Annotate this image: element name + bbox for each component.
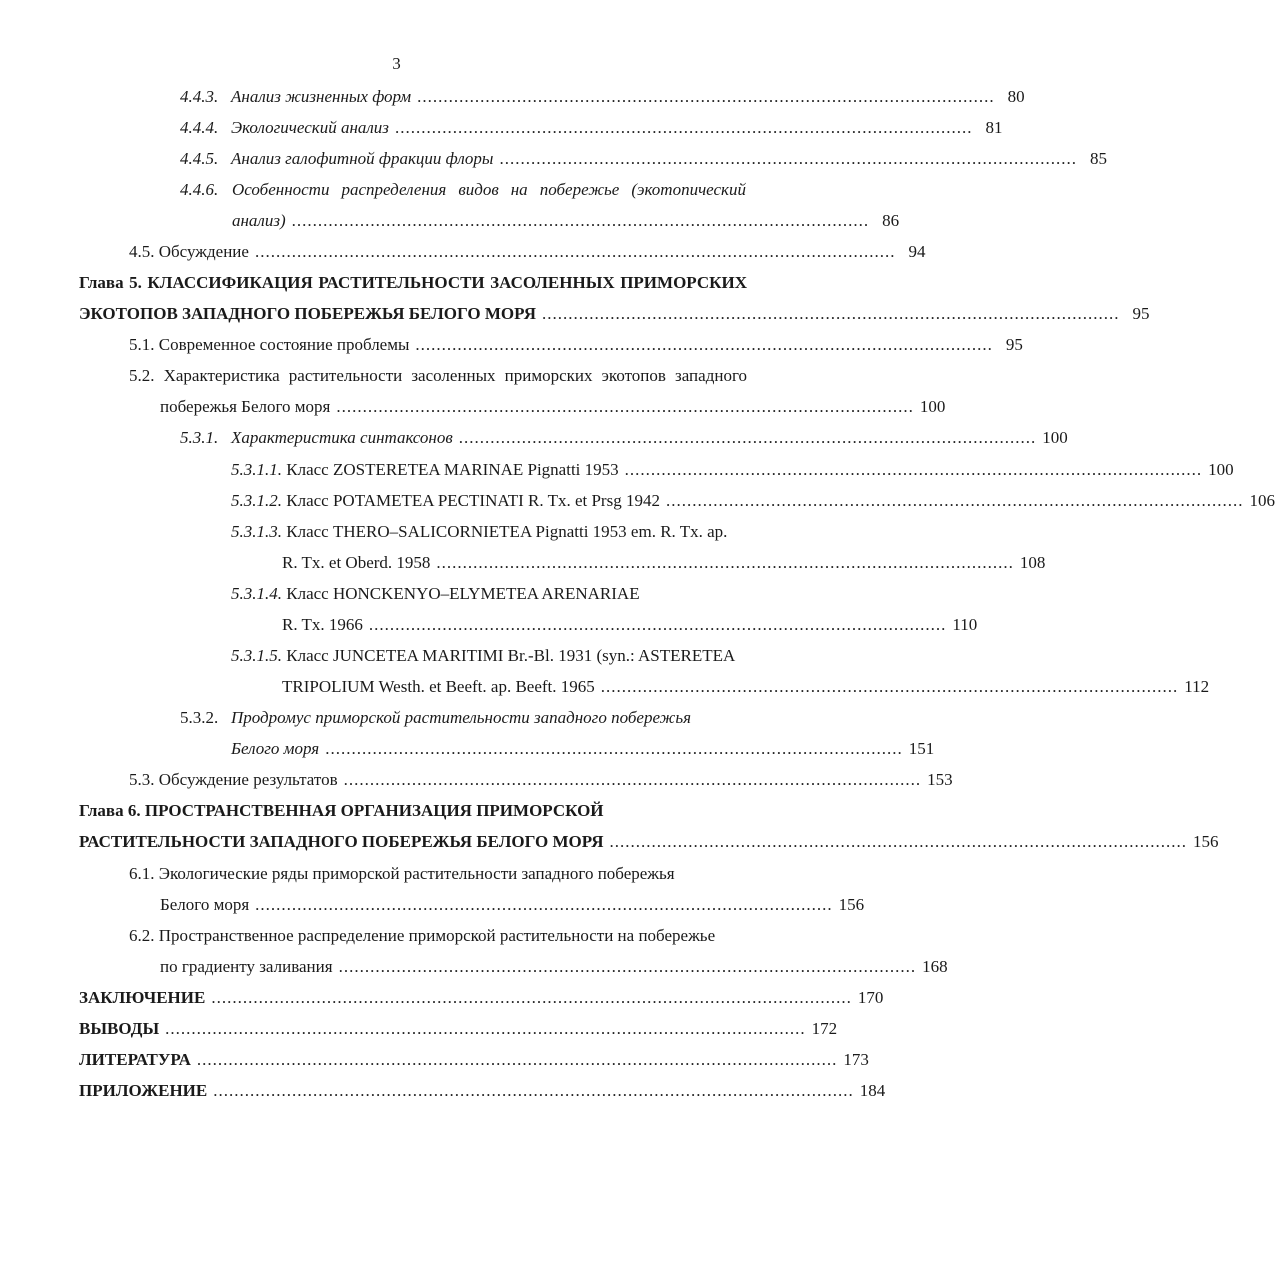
leader-dots: .......................................................................................................................... — [165, 1019, 806, 1038]
page-ref: 81 — [985, 118, 1003, 137]
leader-dots: .............................................................................................................. — [665, 491, 1244, 510]
leader-dots: .............................................................................................................. — [255, 895, 833, 914]
page-ref: 172 — [811, 1019, 838, 1038]
page-ref: 151 — [908, 739, 935, 758]
page-ref: 153 — [927, 770, 953, 789]
leader-dots: .......................................................................................................................... — [211, 988, 852, 1007]
toc-entry-4-5: 4.5. Обсуждение .......................................................................................................................... 94 — [129, 242, 926, 261]
toc-entry-5-3-2-line1: 5.3.2. Продромус приморской растительности западного побережья — [180, 708, 692, 727]
toc-entry-5-3-1-4: R. Tx. 1966 .............................................................................................................. 110 — [282, 615, 978, 634]
leader-dots: .............................................................................................................. — [624, 460, 1203, 479]
page-ref: 100 — [1042, 428, 1068, 447]
toc-chapter-5-line1: Глава 5. КЛАССИФИКАЦИЯ РАСТИТЕЛЬНОСТИ ЗАСОЛЕННЫХ ПРИМОРСКИХ — [79, 273, 747, 292]
toc-entry-4-4-6: анализ) .............................................................................................................. 86 — [232, 211, 900, 230]
page-ref: 100 — [1208, 460, 1234, 479]
toc-entry-6-2-line1: 6.2. Пространственное распределение приморской растительности на побережье — [129, 926, 716, 945]
toc-entry-5-3-1-4-line1: 5.3.1.4. Класс HONCKENYO–ELYMETEA ARENARIAE — [231, 584, 640, 603]
leader-dots: .......................................................................................................................... — [254, 242, 896, 261]
leader-dots: .............................................................................................................. — [415, 335, 993, 354]
page-ref: 106 — [1249, 491, 1275, 510]
leader-dots: .............................................................................................................. — [609, 832, 1188, 851]
page-ref: 156 — [838, 895, 865, 914]
toc-entry-4-4-4: 4.4.4. Экологический анализ .............................................................................................................. 81 — [180, 118, 1003, 137]
toc-entry-5-3-1: 5.3.1. Характеристика синтаксонов .............................................................................................................. 100 — [180, 428, 1068, 447]
page-ref: 108 — [1019, 553, 1046, 572]
page-ref: 80 — [1007, 87, 1025, 106]
page-ref: 86 — [882, 211, 900, 230]
toc-entry-5-2-line1: 5.2. Характеристика растительности засоленных приморских экотопов западного — [129, 366, 747, 385]
toc-entry-5-3-1-3: R. Tx. et Oberd. 1958 .............................................................................................................. 108 — [282, 553, 1046, 572]
page-ref: 112 — [1184, 677, 1210, 696]
leader-dots: .............................................................................................................. — [338, 957, 917, 976]
leader-dots: .............................................................................................................. — [600, 677, 1179, 696]
leader-dots: .......................................................................................................................... — [213, 1081, 854, 1100]
leader-dots: .............................................................................................................. — [291, 211, 870, 230]
toc-entry-5-2: побережья Белого моря .............................................................................................................. 100 — [160, 397, 946, 416]
page-ref: 95 — [1132, 304, 1150, 323]
toc-findings: ВЫВОДЫ .......................................................................................................................... 172 — [79, 1019, 838, 1038]
toc-entry-5-3-1-3-line1: 5.3.1.3. Класс THERO–SALICORNIETEA Pignatti 1953 em. R. Tx. ap. — [231, 522, 728, 541]
page-ref: 94 — [908, 242, 926, 261]
page-ref: 173 — [843, 1050, 869, 1069]
toc-literature: ЛИТЕРАТУРА .......................................................................................................................... 173 — [79, 1050, 869, 1069]
toc-entry-5-3-1-1: 5.3.1.1. Класс ZOSTERETEA MARINAE Pignatti 1953 .............................................................................................................. 100 — [231, 460, 1234, 479]
toc-entry-4-4-3: 4.4.3. Анализ жизненных форм .............................................................................................................. 80 — [180, 87, 1025, 106]
leader-dots: .............................................................................................................. — [417, 87, 995, 106]
toc-entry-4-4-5: 4.4.5. Анализ галофитной фракции флоры .............................................................................................................. 85 — [180, 149, 1107, 168]
toc-conclusion: ЗАКЛЮЧЕНИЕ .......................................................................................................................... 170 — [79, 988, 884, 1007]
leader-dots: .......................................................................................................................... — [196, 1050, 838, 1069]
toc-entry-5-3-2: Белого моря .............................................................................................................. 151 — [231, 739, 935, 758]
toc-entry-5-3-1-5-line1: 5.3.1.5. Класс JUNCETEA MARITIMI Br.-Bl. 1931 (syn.: ASTERETEA — [231, 646, 736, 665]
toc-entry-5-3-1-5: TRIPOLIUM Westh. et Beeft. ap. Beeft. 1965 .............................................................................................................. 112 — [282, 677, 1210, 696]
toc-entry-4-4-6-line1: Особенности распределения видов на побережье (экотопический — [232, 180, 746, 199]
page-ref: 100 — [919, 397, 946, 416]
toc-chapter-6: РАСТИТЕЛЬНОСТИ ЗАПАДНОГО ПОБЕРЕЖЬЯ БЕЛОГО МОРЯ .............................................................................................................. 156 — [79, 832, 1219, 851]
toc-entry-5-1: 5.1. Современное состояние проблемы .............................................................................................................. 95 — [129, 335, 1023, 354]
leader-dots: .............................................................................................................. — [343, 770, 922, 789]
toc-entry-6-1-line1: 6.1. Экологические ряды приморской растительности западного побережья — [129, 864, 675, 883]
toc-chapter-6-line1: Глава 6. ПРОСТРАНСТВЕННАЯ ОРГАНИЗАЦИЯ ПРИМОРСКОЙ — [79, 801, 604, 820]
leader-dots: .............................................................................................................. — [325, 739, 903, 758]
toc-entry-6-2: по градиенту заливания .............................................................................................................. 168 — [160, 957, 948, 976]
leader-dots: .............................................................................................................. — [394, 118, 973, 137]
leader-dots: .............................................................................................................. — [368, 615, 947, 634]
page-number: 3 — [392, 54, 401, 73]
page-ref: 170 — [857, 988, 884, 1007]
page-ref: 85 — [1089, 149, 1107, 168]
toc-entry-5-3: 5.3. Обсуждение результатов .............................................................................................................. 153 — [129, 770, 953, 789]
page-ref: 110 — [952, 615, 978, 634]
leader-dots: .............................................................................................................. — [541, 304, 1120, 323]
leader-dots: .............................................................................................................. — [499, 149, 1077, 168]
toc-appendix: ПРИЛОЖЕНИЕ .......................................................................................................................... 184 — [79, 1081, 886, 1100]
leader-dots: .............................................................................................................. — [336, 397, 914, 416]
page-ref: 184 — [859, 1081, 886, 1100]
toc-entry-5-3-1-2: 5.3.1.2. Класс POTAMETEA PECTINATI R. Tx. et Prsg 1942 .............................................................................................................. 106 — [231, 491, 1275, 510]
toc-chapter-5: ЭКОТОПОВ ЗАПАДНОГО ПОБЕРЕЖЬЯ БЕЛОГО МОРЯ .............................................................................................................. 95 — [79, 304, 1150, 323]
page-ref: 95 — [1005, 335, 1023, 354]
page-ref: 156 — [1193, 832, 1219, 851]
toc-entry-6-1: Белого моря .............................................................................................................. 156 — [160, 895, 865, 914]
page-ref: 168 — [922, 957, 948, 976]
leader-dots: .............................................................................................................. — [458, 428, 1037, 447]
toc-entry-4-4-6-num: 4.4.6. — [180, 180, 219, 199]
leader-dots: .............................................................................................................. — [436, 553, 1014, 572]
